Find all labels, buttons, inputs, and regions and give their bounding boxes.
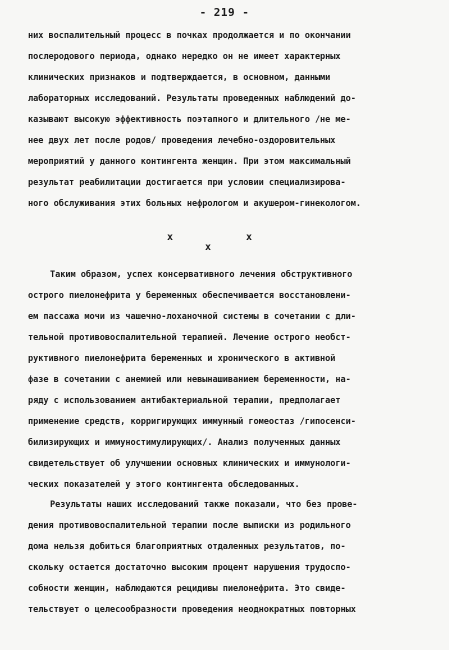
text-line: собности женщин, наблюдаются рецидивы пиелонефрита. Это свиде- (28, 584, 346, 594)
text-line: ем пассажа мочи из чашечно-лоханочной системы в сочетании с дли- (28, 312, 356, 322)
text-line: тельствует о целесообразности проведения неоднократных повторных (28, 605, 356, 615)
text-line: нее двух лет после родов/ проведения лечебно-оздоровительных (28, 136, 336, 146)
text-line: ряду с использованием антибактериальной терапии, предполагает (28, 396, 341, 406)
text-line: ческих показателей у этого контингента обследованных. (28, 480, 300, 490)
text-line: них воспалительный процесс в почках продолжается и по окончании (28, 31, 351, 41)
text-line: Результаты наших исследований также показали, что без прове- (50, 500, 358, 510)
page-number: - 219 - (199, 6, 250, 19)
text-line: дома нельзя добиться благоприятных отдаленных результатов, по- (28, 542, 346, 552)
separator-mark: x (167, 232, 174, 243)
text-line: свидетельствует об улучшении основных клинических и иммунологи- (28, 459, 351, 469)
text-line: ного обслуживания этих больных нефрологом и акушером-гинекологом. (28, 199, 362, 209)
text-line: применение средств, корригирующих иммунный гомеостаз /гипосенси- (28, 417, 356, 427)
separator-mark: x (205, 242, 212, 253)
text-line: результат реабилитации достигается при условии специализирова- (28, 178, 346, 188)
text-line: скольку остается достаточно высоким процент нарушения трудоспо- (28, 563, 351, 573)
text-line: билизирующих и иммуностимулирующих/. Анализ полученных данных (28, 438, 341, 448)
text-line: казывают высокую эффективность поэтапного и длительного /не ме- (28, 115, 351, 125)
text-line: послеродового периода, однако нередко он не имеет характерных (28, 52, 341, 62)
separator-mark: x (246, 232, 253, 243)
text-line: мероприятий у данного контингента женщин. При этом максимальный (28, 157, 351, 167)
text-line: дения противовоспалительной терапии после выписки из родильного (28, 521, 351, 531)
text-line: острого пиелонефрита у беременных обеспечивается восстановлени- (28, 291, 351, 301)
text-line: фазе в сочетании с анемией или невынашиванием беременности, на- (28, 375, 351, 385)
text-line: Таким образом, успех консервативного лечения обструктивного (50, 270, 353, 280)
text-line: руктивного пиелонефрита беременных и хронического в активной (28, 354, 336, 364)
text-line: тельной противовоспалительной терапией. Лечение острого необст- (28, 333, 351, 343)
text-line: лабораторных исследований. Результаты проведенных наблюдений до- (28, 94, 356, 104)
text-line: клинических признаков и подтверждается, в основном, данными (28, 73, 331, 83)
